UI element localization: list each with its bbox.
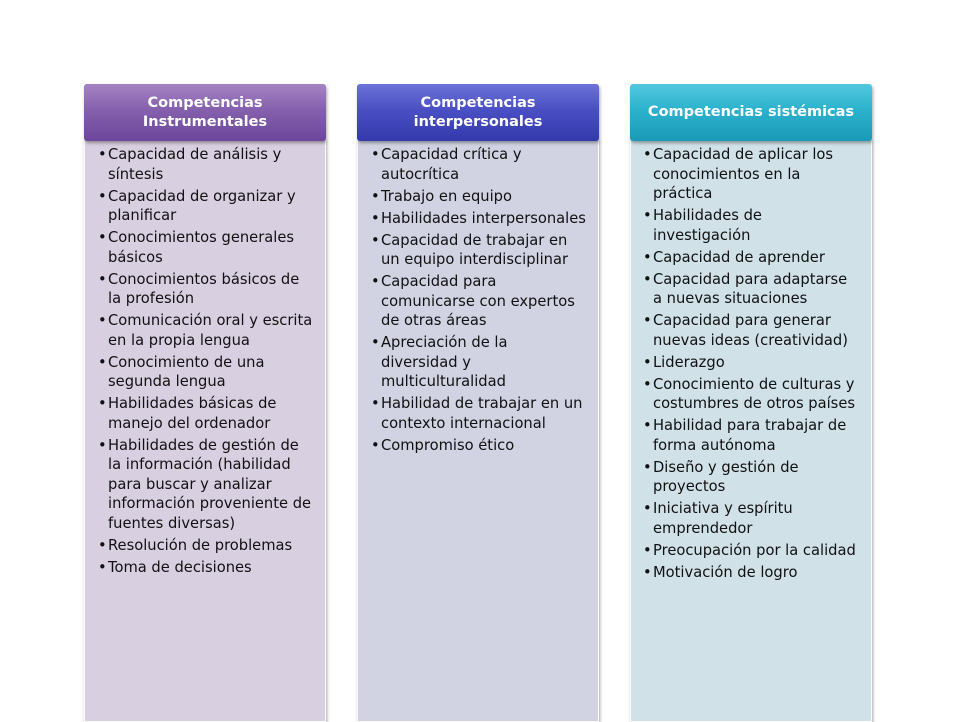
list-item-text: Preocupación por la calidad [653, 541, 856, 559]
list-item-text: Conocimiento de una segunda lengua [108, 353, 265, 390]
list-item-text: Habilidad de trabajar en un contexto internacional [381, 395, 583, 432]
bullet-icon: • [371, 334, 380, 351]
bullet-icon: • [643, 248, 652, 266]
column-title: Competencias sistémicas [647, 104, 855, 120]
list-item [98, 311, 313, 350]
item-list [643, 145, 859, 582]
list-item-text: Trabajo en equipo [381, 187, 512, 205]
bullet-icon: • [643, 312, 652, 329]
column-body [630, 139, 872, 722]
list-item-text: Conocimientos básicos de la profesión [108, 270, 300, 307]
bullet-icon: • [371, 231, 380, 249]
list-item-text: Diseño y gestión de proyectos [653, 458, 799, 495]
bullet-icon: • [371, 273, 380, 290]
list-item [643, 270, 859, 309]
list-item [371, 436, 586, 456]
list-item-text: Capacidad de aplicar los conocimientos en la práctica [653, 146, 834, 202]
column-title: Competencias interpersonales [413, 94, 543, 130]
list-item [643, 563, 859, 583]
bullet-icon: • [98, 229, 107, 246]
list-item [643, 375, 859, 414]
list-item [98, 187, 313, 226]
bullet-icon: • [98, 270, 107, 288]
list-item-text: Apreciación de la diversidad y multiculturalidad [381, 334, 508, 390]
list-item [643, 416, 859, 455]
bullet-icon: • [643, 563, 652, 581]
list-item [643, 541, 859, 561]
list-item-text: Habilidades interpersonales [381, 209, 586, 227]
list-item [371, 333, 586, 392]
bullet-icon: • [643, 500, 652, 517]
column-body [357, 139, 599, 722]
bullet-icon: • [371, 395, 380, 412]
bullet-icon: • [98, 146, 107, 163]
list-item-text: Iniciativa y espíritu emprendedor [653, 500, 793, 537]
list-item-text: Toma de decisiones [108, 558, 252, 576]
bullet-icon: • [643, 146, 652, 163]
item-list [371, 145, 586, 455]
bullet-icon: • [98, 395, 107, 412]
list-item-text: Capacidad de organizar y planificar [108, 187, 296, 224]
list-item-text: Capacidad de análisis y síntesis [108, 146, 282, 183]
list-item [643, 206, 859, 245]
list-item [98, 145, 313, 184]
list-item-text: Conocimiento de culturas y costumbres de otros países [653, 375, 856, 412]
bullet-icon: • [98, 312, 107, 329]
list-item-text: Capacidad crítica y autocrítica [381, 146, 522, 183]
bullet-icon: • [643, 353, 652, 371]
list-item [371, 394, 586, 433]
list-item [98, 436, 313, 534]
bullet-icon: • [98, 353, 107, 371]
column-header [84, 84, 326, 141]
bullet-icon: • [371, 187, 380, 205]
list-item-text: Comunicación oral y escrita en la propia lengua [108, 312, 313, 349]
list-item-text: Capacidad para comunicarse con expertos de otras áreas [381, 273, 575, 329]
bullet-icon: • [98, 187, 107, 205]
list-item [371, 145, 586, 184]
list-item [98, 394, 313, 433]
list-item [371, 272, 586, 331]
list-item-text: Resolución de problemas [108, 536, 293, 554]
list-item-text: Capacidad de aprender [653, 248, 825, 266]
list-item-text: Liderazgo [653, 353, 725, 371]
list-item-text: Capacidad de trabajar en un equipo interdisciplinar [381, 231, 569, 268]
item-list [98, 145, 313, 577]
list-item [643, 458, 859, 497]
list-item [643, 145, 859, 204]
list-item [643, 499, 859, 538]
list-item [371, 231, 586, 270]
list-item-text: Habilidades básicas de manejo del ordenador [108, 395, 277, 432]
bullet-icon: • [371, 436, 380, 454]
list-item [371, 209, 586, 229]
list-item [98, 558, 313, 578]
bullet-icon: • [643, 541, 652, 559]
list-item-text: Habilidades de investigación [653, 207, 762, 244]
list-item-text: Capacidad para adaptarse a nuevas situaciones [653, 270, 848, 307]
list-item [371, 187, 586, 207]
column-header [630, 84, 872, 141]
list-item [98, 228, 313, 267]
bullet-icon: • [643, 207, 652, 224]
column-title: Competencias Instrumentales [142, 94, 268, 130]
bullet-icon: • [371, 146, 380, 163]
bullet-icon: • [643, 375, 652, 393]
bullet-icon: • [643, 458, 652, 476]
bullet-icon: • [98, 558, 107, 576]
bullet-icon: • [98, 436, 107, 454]
bullet-icon: • [643, 270, 652, 288]
list-item [643, 353, 859, 373]
bullet-icon: • [371, 209, 380, 227]
list-item [98, 270, 313, 309]
bullet-icon: • [98, 536, 107, 554]
list-item [98, 536, 313, 556]
bullet-icon: • [643, 417, 652, 434]
list-item-text: Habilidades de gestión de la información (habilidad para buscar y analizar información proveniente de fuentes diversas) [108, 436, 312, 532]
column-body [84, 139, 326, 722]
list-item [98, 353, 313, 392]
list-item [643, 311, 859, 350]
list-item-text: Conocimientos generales básicos [108, 229, 295, 266]
column-header [357, 84, 599, 141]
list-item-text: Compromiso ético [381, 436, 515, 454]
list-item-text: Habilidad para trabajar de forma autónoma [653, 417, 847, 454]
list-item-text: Capacidad para generar nuevas ideas (creatividad) [653, 312, 848, 349]
list-item [643, 248, 859, 268]
list-item-text: Motivación de logro [653, 563, 798, 581]
